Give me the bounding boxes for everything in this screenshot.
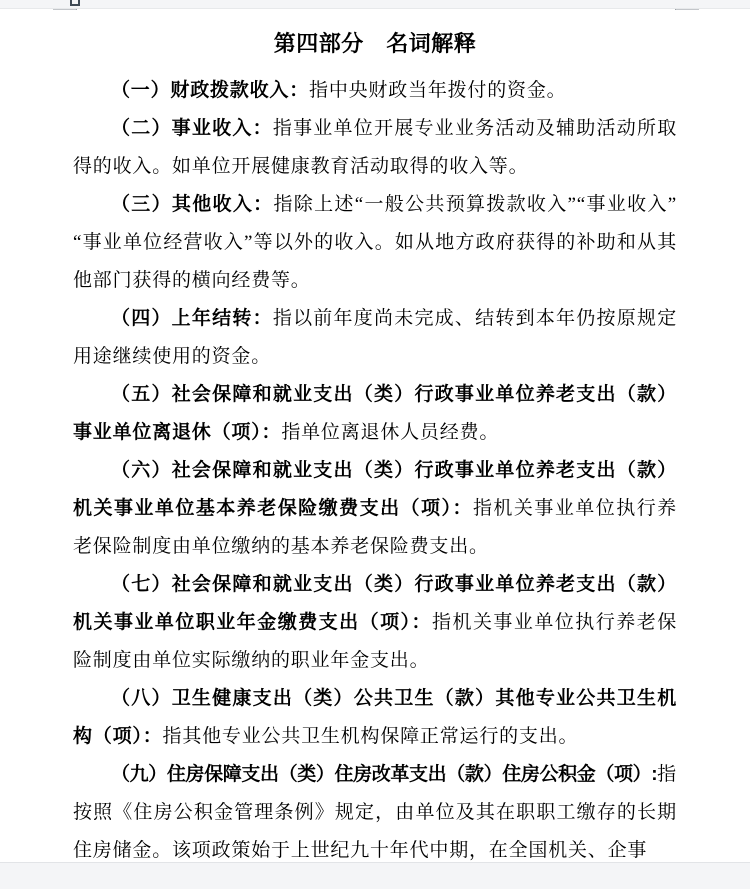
- definition-text: 指中央财政当年拨付的资金。: [309, 80, 567, 101]
- definition-paragraph: [73, 376, 677, 452]
- definition-paragraph: [73, 452, 677, 566]
- definition-paragraph: [73, 72, 677, 110]
- term-label: （三）其他收入：: [111, 194, 274, 215]
- term-label: （九）住房保障支出（类）住房改革支出（款）住房公积金（项）:: [111, 764, 657, 785]
- definition-text: 指机关事业单位执行养老保险制度由单位缴纳的基本养老保险费支出。: [73, 498, 677, 557]
- term-label: （四）上年结转：: [111, 308, 273, 329]
- definition-paragraph: [73, 186, 677, 300]
- section-title: 第四部分 名词解释: [273, 31, 477, 56]
- page-gap-top: [0, 0, 750, 9]
- definition-paragraph: [73, 110, 677, 186]
- definition-paragraph: [73, 680, 677, 756]
- definition-text: 指按照《住房公积金管理条例》规定，由单位及其在职职工缴存的长期住房储金。该项政策始于上世纪九十年代中期，在全国机关、企事: [73, 764, 677, 861]
- term-label: （八）卫生健康支出（类）公共卫生（款）其他专业公共卫生机构（项）：: [73, 688, 677, 747]
- definition-text: 指机关事业单位执行养老保险制度由单位实际缴纳的职业年金支出。: [73, 612, 677, 671]
- definition-text: 指除上述“一般公共预算拨款收入”“事业收入”“事业单位经营收入”等以外的收入。如从地方政府获得的补助和从其他部门获得的横向经费等。: [73, 194, 677, 291]
- term-label: （六）社会保障和就业支出（类）行政事业单位养老支出（款）机关事业单位基本养老保险缴费支出（项）：: [73, 460, 677, 519]
- term-label: （二）事业收入：: [111, 118, 273, 139]
- definition-text: 指以前年度尚未完成、结转到本年仍按原规定用途继续使用的资金。: [73, 308, 677, 367]
- definition-paragraph: [73, 566, 677, 680]
- crop-mark-right: [675, 9, 699, 10]
- definition-text: 指事业单位开展专业业务活动及辅助活动所取得的收入。如单位开展健康教育活动取得的收入等。: [73, 118, 677, 177]
- definition-paragraph: [73, 756, 677, 870]
- term-label: （一）财政拨款收入：: [111, 80, 310, 101]
- term-label: （五）社会保障和就业支出（类）行政事业单位养老支出（款）事业单位离退休（项）：: [73, 384, 677, 443]
- crop-mark-left: [53, 9, 77, 10]
- term-label: （七）社会保障和就业支出（类）行政事业单位养老支出（款）机关事业单位职业年金缴费支出（项）：: [73, 574, 677, 633]
- definition-text: 指单位离退休人员经费。: [281, 422, 500, 443]
- definition-text: 指其他专业公共卫生机构保障正常运行的支出。: [162, 726, 579, 747]
- document-page: [73, 30, 677, 870]
- definition-paragraph: [73, 300, 677, 376]
- cropped-square-icon: [70, 0, 80, 6]
